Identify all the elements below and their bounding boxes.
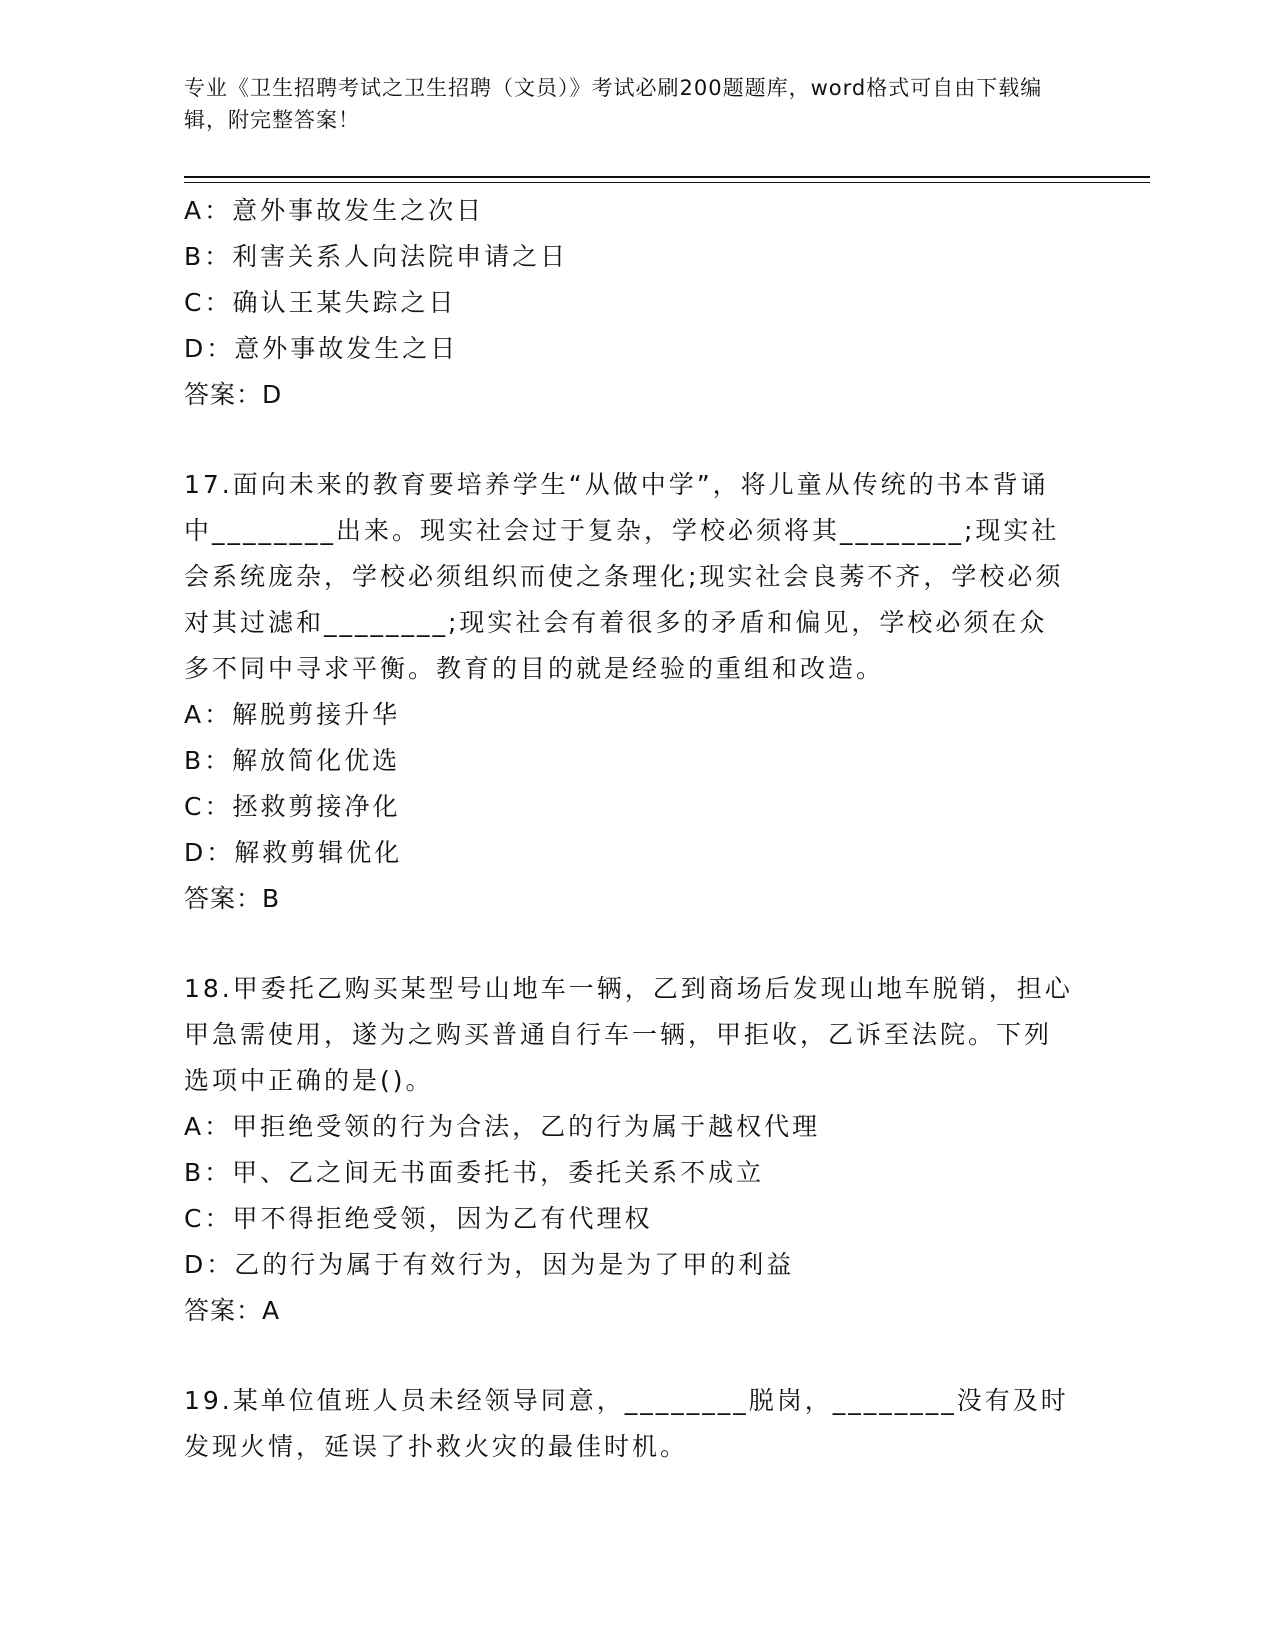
option-a: A：意外事故发生之次日 bbox=[184, 196, 485, 225]
question-17-block bbox=[184, 462, 1084, 922]
option-b: B：利害关系人向法院申请之日 bbox=[184, 242, 569, 271]
question-19-block bbox=[184, 1378, 1084, 1470]
question-stem: 18.甲委托乙购买某型号山地车一辆，乙到商场后发现山地车脱销，担心甲急需使用，遂为之购买普通自行车一辆，甲拒收，乙诉至法院。下列选项中正确的是()。 bbox=[184, 974, 1073, 1095]
answer-line: 答案：A bbox=[184, 1296, 281, 1325]
option-d: D：意外事故发生之日 bbox=[184, 334, 459, 363]
answer-line: 答案：B bbox=[184, 884, 281, 913]
question-stem: 17.面向未来的教育要培养学生“从做中学”，将儿童从传统的书本背诵中________出来。现实社会过于复杂，学校必须将其________;现实社会系统庞杂，学校必须组织而使之条理化;现实社会良莠不齐，学校必须对其过滤和________;现实社会有着很多的矛盾和偏见，学校必须在众多不同中寻求平衡。教育的目的就是经验的重组和改造。 bbox=[184, 470, 1064, 683]
question-stem: 19.某单位值班人员未经领导同意，________脱岗，________没有及时发现火情，延误了扑救火灾的最佳时机。 bbox=[184, 1386, 1069, 1461]
option-d: D：乙的行为属于有效行为，因为是为了甲的利益 bbox=[184, 1250, 795, 1279]
header-divider-thin bbox=[184, 182, 1150, 183]
option-a: A：解脱剪接升华 bbox=[184, 700, 401, 729]
header-divider-thick bbox=[184, 176, 1150, 178]
spacer bbox=[184, 922, 1084, 966]
option-c: C：确认王某失踪之日 bbox=[184, 288, 457, 317]
option-b: B：甲、乙之间无书面委托书，委托关系不成立 bbox=[184, 1158, 765, 1187]
document-header bbox=[184, 72, 1064, 136]
option-d: D：解救剪辑优化 bbox=[184, 838, 403, 867]
question-18-block bbox=[184, 966, 1084, 1334]
option-c: C：拯救剪接净化 bbox=[184, 792, 401, 821]
answer-line: 答案：D bbox=[184, 380, 283, 409]
header-title: 专业《卫生招聘考试之卫生招聘（文员）》考试必刷200题题库，word格式可自由下载编辑，附完整答案！ bbox=[184, 76, 1043, 132]
option-b: B：解放简化优选 bbox=[184, 746, 401, 775]
spacer bbox=[184, 418, 1084, 462]
question-list bbox=[184, 188, 1084, 1470]
option-a: A：甲拒绝受领的行为合法，乙的行为属于越权代理 bbox=[184, 1112, 821, 1141]
option-c: C：甲不得拒绝受领，因为乙有代理权 bbox=[184, 1204, 653, 1233]
question-16-block bbox=[184, 188, 1084, 418]
spacer bbox=[184, 1334, 1084, 1378]
